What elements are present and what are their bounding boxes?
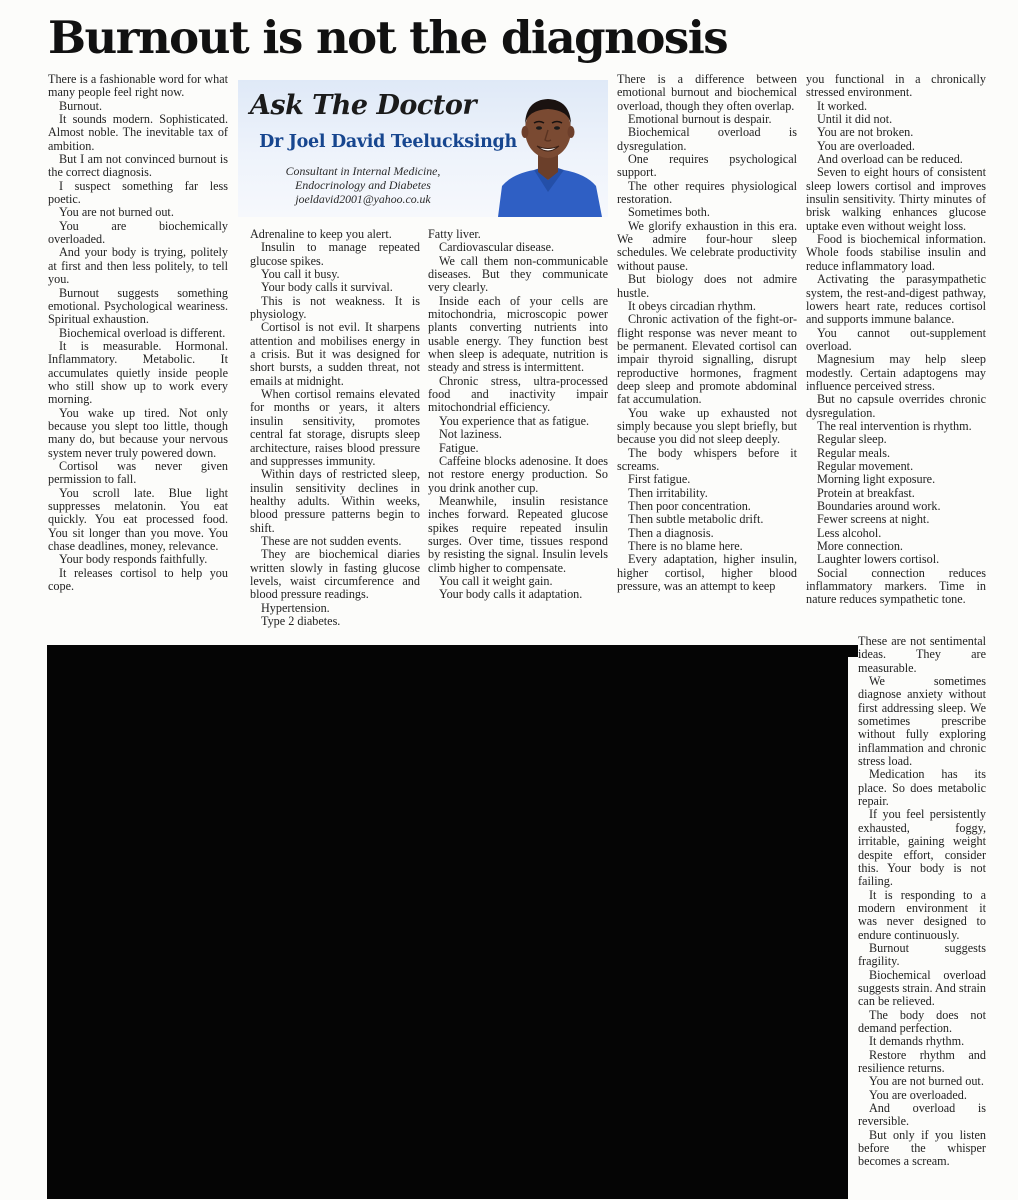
article-paragraph: Social connection reduces inflammatory markers. Time in nature reduces sympathetic tone. xyxy=(806,565,986,607)
article-paragraph: Within days of restricted sleep, insulin sensitivity declines in healthy adults. Within weeks, blood pressure patterns begin to shift. xyxy=(250,467,420,535)
article-paragraph: Less alcohol. xyxy=(817,525,882,540)
article-paragraph: It obeys circadian rhythm. xyxy=(628,298,756,313)
article-paragraph: First fatigue. xyxy=(628,472,691,487)
article-paragraph: Insulin to manage repeated glucose spikes. xyxy=(250,240,420,268)
article-column-1 xyxy=(48,73,228,643)
article-paragraph: But only if you listen before the whisper becomes a scream. xyxy=(858,1127,986,1169)
article-paragraph: These are not sentimental ideas. They are measurable. xyxy=(858,635,986,675)
article-paragraph: You are not burned out. xyxy=(869,1074,984,1089)
article-paragraph: Restore rhythm and resilience returns. xyxy=(858,1047,986,1075)
article-paragraph: You wake up tired. Not only because you slept too little, though many do, but because your nervous system never truly powered down. xyxy=(48,405,228,460)
headline: Burnout is not the diagnosis xyxy=(48,11,728,64)
article-paragraph: I suspect something far less poetic. xyxy=(48,178,228,207)
article-paragraph: Chronic activation of the fight-or-flight response was never meant to be permanent. Elevated cortisol can impair thyroid signalling, disrupt reproductive hormones, fragment deep sleep and promote abdominal fat accumulation. xyxy=(617,312,797,407)
article-paragraph: Adrenaline to keep you alert. xyxy=(250,228,392,241)
article-paragraph: There is a difference between emotional burnout and biochemical overload, though they often overlap. xyxy=(617,73,797,113)
article-paragraph: The body does not demand perfection. xyxy=(858,1007,986,1035)
article-paragraph: It sounds modern. Sophisticated. Almost noble. The inevitable tax of ambition. xyxy=(48,112,228,153)
article-paragraph: It is measurable. Hormonal. Inflammatory. Metabolic. It accumulates quietly inside people who still show up to work every morning. xyxy=(48,338,228,407)
article-paragraph: But I am not convinced burnout is the correct diagnosis. xyxy=(48,152,228,180)
author-email: joeldavid2001@yahoo.co.uk xyxy=(295,192,431,206)
article-column-3 xyxy=(428,228,608,628)
article-column-6 xyxy=(858,635,986,1185)
article-paragraph: Regular sleep. xyxy=(817,432,887,447)
article-paragraph: Seven to eight hours of consistent sleep lowers cortisol and improves insulin sensitivity. Thirty minutes of brisk walking enhances glucose uptake even without weight loss. xyxy=(806,165,986,233)
article-paragraph: They are biochemical diaries written slowly in fasting glucose levels, waist circumference and blood pressure readings. xyxy=(250,547,420,602)
article-paragraph: Regular movement. xyxy=(817,458,914,473)
article-paragraph: The real intervention is rhythm. xyxy=(817,418,972,433)
article-paragraph: Your body calls it adaptation. xyxy=(439,587,583,602)
article-paragraph: Fewer screens at night. xyxy=(817,512,930,527)
article-paragraph: Chronic stress, ultra-processed food and inactivity impair mitochondrial efficiency. xyxy=(428,373,608,415)
article-paragraph: Magnesium may help sleep modestly. Certain adaptogens may influence perceived stress. xyxy=(806,352,986,393)
article-paragraph: Then poor concentration. xyxy=(628,499,751,513)
author-credentials-line-2: Endocrinology and Diabetes xyxy=(295,178,431,192)
article-paragraph: When cortisol remains elevated for months or years, it alters insulin sensitivity, promotes central fat storage, disrupts sleep architecture, raises blood pressure and suppresses immunity. xyxy=(250,387,420,468)
author-credentials-line-1: Consultant in Internal Medicine, xyxy=(285,164,441,178)
article-paragraph: Hypertension. xyxy=(261,600,330,615)
article-paragraph: You call it busy. xyxy=(261,267,340,282)
article-paragraph: Burnout suggests fragility. xyxy=(858,940,986,969)
article-paragraph: Biochemical overload is different. xyxy=(59,325,226,340)
article-paragraph: You scroll late. Blue light suppresses melatonin. You eat quickly. You eat processed food. You sit longer than you move. You chase deadlines, money, relevance. xyxy=(48,485,228,554)
article-paragraph: Meanwhile, insulin resistance inches forward. Repeated glucose spikes require repeated insulin surges. Over time, tissues respond by resisting the signal. Insulin levels climb higher to compensate. xyxy=(428,493,608,575)
article-paragraph: you functional in a chronically stressed environment. xyxy=(806,73,986,100)
article-paragraph: Then a diagnosis. xyxy=(628,525,714,540)
article-paragraph: Your body calls it survival. xyxy=(261,280,393,295)
article-paragraph: You cannot out-supplement overload. xyxy=(806,325,986,353)
article-paragraph: We sometimes diagnose anxiety without first addressing sleep. We sometimes prescribe without fully exploring inflammation and chronic stress load. xyxy=(858,674,986,769)
article-paragraph: Burnout suggests something emotional. Psychological weariness. Spiritual exhaustion. xyxy=(48,285,228,327)
article-paragraph: Inside each of your cells are mitochondria, microscopic power plants converting nutrients into usable energy. They function best when sleep is adequate, nutrition is steady and stress is intermittent. xyxy=(428,293,608,375)
article-paragraph: Not laziness. xyxy=(439,427,502,442)
article-paragraph: This is not weakness. It is physiology. xyxy=(250,293,420,322)
article-paragraph: And overload can be reduced. xyxy=(817,152,963,167)
article-paragraph: Fatigue. xyxy=(439,440,479,455)
article-paragraph: The body whispers before it screams. xyxy=(617,445,797,473)
redacted-area xyxy=(47,645,848,1199)
article-paragraph: Boundaries around work. xyxy=(817,499,941,513)
article-paragraph: Burnout. xyxy=(59,98,102,113)
article-paragraph: One requires psychological support. xyxy=(617,152,797,180)
author-portrait xyxy=(488,80,608,217)
article-paragraph: These are not sudden events. xyxy=(261,533,402,548)
article-paragraph: You are overloaded. xyxy=(817,138,915,153)
article-paragraph: But no capsule overrides chronic dysregulation. xyxy=(806,392,986,420)
article-paragraph: You experience that as fatigue. xyxy=(439,413,590,428)
article-paragraph: Then irritability. xyxy=(628,485,708,500)
article-paragraph: It worked. xyxy=(817,98,868,113)
article-column-2 xyxy=(250,228,420,628)
article-column-4 xyxy=(617,73,797,643)
article-paragraph: Food is biochemical information. Whole foods stabilise insulin and reduce inflammatory load. xyxy=(806,232,986,273)
article-paragraph: Medication has its place. So does metabolic repair. xyxy=(858,767,986,809)
article-paragraph: But biology does not admire hustle. xyxy=(617,272,797,300)
article-paragraph: You are biochemically overloaded. xyxy=(48,218,228,247)
article-paragraph: And your body is trying, politely at first and then less politely, to tell you. xyxy=(48,245,228,287)
article-paragraph: We glorify exhaustion in this era. We admire four-hour sleep schedules. We celebrate productivity without pause. xyxy=(617,218,797,273)
article-paragraph: And overload is reversible. xyxy=(858,1101,986,1129)
article-paragraph: Caffeine blocks adenosine. It does not restore energy production. So you drink another cup. xyxy=(428,453,608,495)
article-paragraph: It demands rhythm. xyxy=(869,1034,965,1049)
article-paragraph: You are not broken. xyxy=(817,125,914,140)
article-paragraph: Cortisol is not evil. It sharpens attention and mobilises energy in a crisis. But it was designed for short bursts, a sudden threat, not emails at midnight. xyxy=(250,320,420,388)
article-paragraph: Your body responds faithfully. xyxy=(59,552,208,567)
author-name: Dr Joel David Teelucksingh xyxy=(259,132,517,152)
article-paragraph: Activating the parasympathetic system, the rest-and-digest pathway, lowers heart rate, reduces cortisol and supports immune balance. xyxy=(806,272,986,327)
article-paragraph: You are not burned out. xyxy=(59,205,174,220)
article-paragraph: The other requires physiological restoration. xyxy=(617,178,797,207)
article-paragraph: Every adaptation, higher insulin, higher cortisol, higher blood pressure, was an attempt to keep xyxy=(617,552,797,594)
article-paragraph: Regular meals. xyxy=(817,445,891,460)
article-paragraph: You wake up exhausted not simply because you slept briefly, but because you did not sleep deeply. xyxy=(617,405,797,447)
article-paragraph: More connection. xyxy=(817,539,903,554)
article-paragraph: Fatty liver. xyxy=(428,228,481,241)
article-paragraph: Cortisol was never given permission to fall. xyxy=(48,458,228,487)
article-paragraph: Protein at breakfast. xyxy=(817,485,915,500)
article-paragraph: Biochemical overload is dysregulation. xyxy=(617,125,797,153)
redacted-area-edge xyxy=(848,645,858,657)
article-paragraph: If you feel persistently exhausted, foggy, irritable, gaining weight despite effort, consider this. Your body is not failing. xyxy=(858,807,986,889)
article-column-5 xyxy=(806,73,986,643)
article-paragraph: Until it did not. xyxy=(817,112,893,127)
article-paragraph: Morning light exposure. xyxy=(817,472,936,487)
article-paragraph: We call them non-communicable diseases. But they communicate very clearly. xyxy=(428,253,608,295)
article-paragraph: Emotional burnout is despair. xyxy=(628,112,772,127)
article-paragraph: Sometimes both. xyxy=(628,205,710,220)
article-paragraph: Type 2 diabetes. xyxy=(261,613,341,628)
article-paragraph: Cardiovascular disease. xyxy=(439,240,555,255)
article-paragraph: It releases cortisol to help you cope. xyxy=(48,565,228,594)
article-paragraph: You are overloaded. xyxy=(869,1087,967,1102)
article-paragraph: It is responding to a modern environment it was never designed to endure continuously. xyxy=(858,887,986,942)
article-paragraph: You call it weight gain. xyxy=(439,573,553,588)
column-title: Ask The Doctor xyxy=(249,90,477,121)
article-paragraph: Laughter lowers cortisol. xyxy=(817,552,940,567)
article-paragraph: There is no blame here. xyxy=(628,539,743,554)
article-paragraph: Then subtle metabolic drift. xyxy=(628,512,764,527)
article-paragraph: Biochemical overload suggests strain. And strain can be relieved. xyxy=(858,967,986,1009)
article-paragraph: There is a fashionable word for what many people feel right now. xyxy=(48,73,228,100)
ask-the-doctor-banner xyxy=(238,80,608,217)
